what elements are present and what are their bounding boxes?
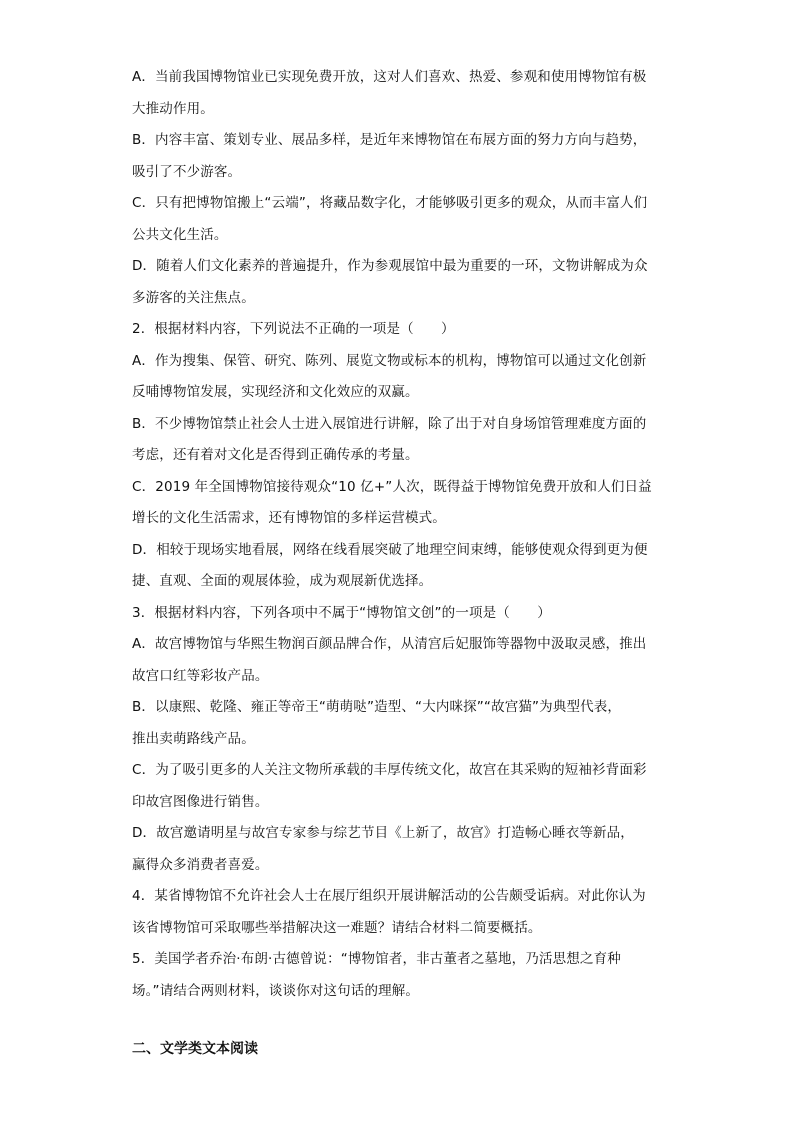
text-line: 多游客的关注焦点。 <box>132 289 255 306</box>
text-line: 场。”请结合两则材料，谈谈你对这句话的理解。 <box>132 982 420 999</box>
text-line: 推出卖萌路线产品。 <box>132 730 255 747</box>
text-line: 该省博物馆可采取哪些举措解决这一难题？请结合材料二简要概括。 <box>132 919 542 936</box>
text-line: C．只有把博物馆搬上“云端”，将藏品数字化，才能够吸引更多的观众，从而丰富人们 <box>132 195 648 211</box>
text-line: 3．根据材料内容，下列各项中不属于“博物馆文创”的一项是（ ） <box>132 604 551 621</box>
section-heading: 二、文学类文本阅读 <box>132 1041 258 1057</box>
text-line: A．当前我国博物馆业已实现免费开放，这对人们喜欢、热爱、参观和使用博物馆有极 <box>132 69 647 85</box>
text-line: 4．某省博物馆不允许社会人士在展厅组织开展讲解活动的公告颇受诟病。对此你认为 <box>132 888 646 904</box>
text-line: D．故宫邀请明星与故宫专家参与综艺节目《上新了，故宫》打造畅心睡衣等新品， <box>132 825 634 841</box>
text-line: 5．美国学者乔治·布朗·古德曾说：“博物馆者，非古董者之墓地，乃活思想之育种 <box>132 951 621 967</box>
text-line: 吸引了不少游客。 <box>132 163 242 180</box>
question-text-block <box>132 62 672 1007</box>
text-line: A．作为搜集、保管、研究、陈列、展览文物或标本的机构，博物馆可以通过文化创新 <box>132 352 647 369</box>
text-line: B．不少博物馆禁止社会人士进入展馆进行讲解，除了出于对自身场馆管理难度方面的 <box>132 415 647 432</box>
text-line: B．内容丰富、策划专业、展品多样，是近年来博物馆在布展方面的努力方向与趋势， <box>132 132 647 148</box>
text-line: 大推动作用。 <box>132 100 214 117</box>
text-line: 考虑，还有着对文化是否得到正确传承的考量。 <box>132 447 419 463</box>
text-line: A．故宫博物馆与华熙生物润百颜品牌合作，从清宫后妃服饰等器物中汲取灵感，推出 <box>132 636 647 652</box>
text-line: C．2019 年全国博物馆接待观众“10 亿+”人次，既得益于博物馆免费开放和人们日益 <box>132 478 652 495</box>
text-line: D．随着人们文化素养的普遍提升，作为参观展馆中最为重要的一环，文物讲解成为众 <box>132 258 648 274</box>
text-line: D．相较于现场实地看展，网络在线看展突破了地理空间束缚，能够使观众得到更为便 <box>132 541 648 558</box>
text-line: 捷、直观、全面的观展体验，成为观展新优选择。 <box>132 573 433 589</box>
text-line: 印故宫图像进行销售。 <box>132 793 269 810</box>
text-line: 增长的文化生活需求，还有博物馆的多样运营模式。 <box>132 510 446 526</box>
text-line: 2．根据材料内容，下列说法不正确的一项是（ ） <box>132 321 455 337</box>
text-line: B．以康熙、乾隆、雍正等帝王“萌萌哒”造型、“大内咪探”“故宫猫”为典型代表， <box>132 699 622 715</box>
text-line: 故宫口红等彩妆产品。 <box>132 667 269 684</box>
text-line: 反哺博物馆发展，实现经济和文化效应的双赢。 <box>132 384 419 400</box>
text-line: 赢得众多消费者喜爱。 <box>132 856 269 873</box>
text-line: 公共文化生活。 <box>132 226 228 243</box>
text-line: C．为了吸引更多的人关注文物所承载的丰厚传统文化，故宫在其采购的短袖衫背面彩 <box>132 762 647 778</box>
